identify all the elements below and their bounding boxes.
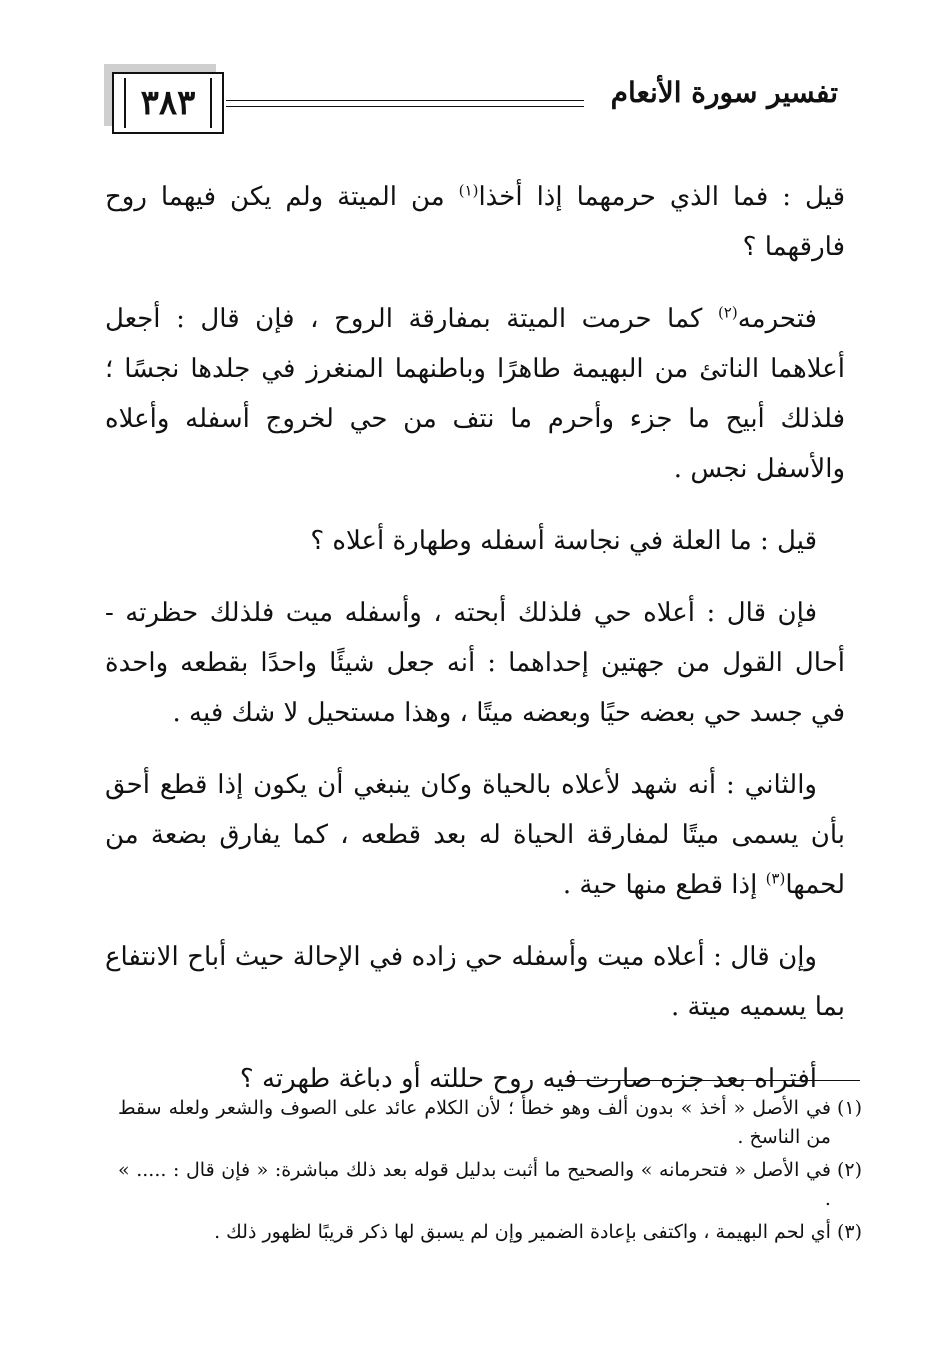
paragraph-text: أفتراه بعد جزه صارت فيه روح حللته أو دباغة طهرته ؟ — [239, 1064, 817, 1094]
paragraph — [105, 516, 845, 566]
paragraph — [105, 294, 845, 494]
paragraph-text: فتحرمه — [737, 304, 817, 334]
footnote-number: (١) — [836, 1097, 862, 1119]
footnote — [118, 1094, 862, 1152]
paragraph-text: من الميتة ولم يكن فيهما روح فارقهما ؟ — [105, 182, 845, 262]
footnote-text: في الأصل « أخذ » بدون ألف وهو خطأ ؛ لأن الكلام عائد على الصوف والشعر ولعله سقط من الناسخ . — [118, 1097, 831, 1148]
running-title: تفسير سورة الأنعام — [610, 76, 838, 109]
paragraph — [105, 760, 845, 910]
footnote-text: أي لحم البهيمة ، واكتفى بإعادة الضمير وإن لم يسبق لها ذكر قريبًا لظهور ذلك . — [214, 1221, 831, 1243]
footnote-ref: (٢) — [717, 303, 738, 322]
header-rule — [226, 100, 584, 107]
page-number: ٣٨٣ — [124, 78, 212, 128]
paragraph-text: كما حرمت الميتة بمفارقة الروح ، فإن قال : أجعل أعلاهما الناتئ من البهيمة طاهرًا وباطنهما المنغرز في جلدها نجسًا ؛ فلذلك أبيح ما جزء وأحرم ما نتف من حي لخروج أسفله وأعلاه والأسفل نجس . — [105, 304, 845, 484]
paragraph-text: والثاني : أنه شهد لأعلاه بالحياة وكان ينبغي أن يكون إذا قطع أحق بأن يسمى ميتًا لمفارقة الحياة له بعد قطعه ، كما يفارق بضعة من لحمها — [105, 770, 845, 900]
paragraph — [105, 588, 845, 738]
footnote-separator — [565, 1080, 860, 1081]
paragraph-text: فإن قال : أعلاه حي فلذلك أبحته ، وأسفله ميت فلذلك حظرته - أحال القول من جهتين إحداهما : أنه جعل شيئًا واحدًا بقطعه واحدة في جسد حي بعضه حيًا وبعضه ميتًا ، وهذا مستحيل لا شك فيه . — [105, 598, 845, 728]
footnote-number: (٢) — [836, 1159, 862, 1181]
paragraph-text: وإن قال : أعلاه ميت وأسفله حي زاده في الإحالة حيث أباح الانتفاع بما يسميه ميتة . — [105, 942, 845, 1022]
page-number-box — [112, 72, 224, 134]
paragraph-text: قيل : ما العلة في نجاسة أسفله وطهارة أعلاه ؟ — [310, 526, 817, 556]
footnote-text: في الأصل « فتحرمانه » والصحيح ما أثبت بدليل قوله بعد ذلك مباشرة: « فإن قال : ..... » . — [118, 1159, 831, 1210]
footnote-number: (٣) — [836, 1221, 862, 1243]
paragraph — [105, 172, 845, 272]
footnote — [118, 1156, 862, 1214]
paragraph-text: إذا قطع منها حية . — [562, 870, 766, 900]
footnotes — [118, 1094, 862, 1251]
page-header — [0, 0, 950, 170]
footnote — [118, 1218, 862, 1247]
paragraph-text: قيل : فما الذي حرمهما إذا أخذا — [478, 182, 846, 212]
footnote-ref: (١) — [458, 181, 479, 200]
paragraph — [105, 932, 845, 1032]
main-text — [105, 172, 845, 1126]
footnote-ref: (٣) — [765, 869, 786, 888]
